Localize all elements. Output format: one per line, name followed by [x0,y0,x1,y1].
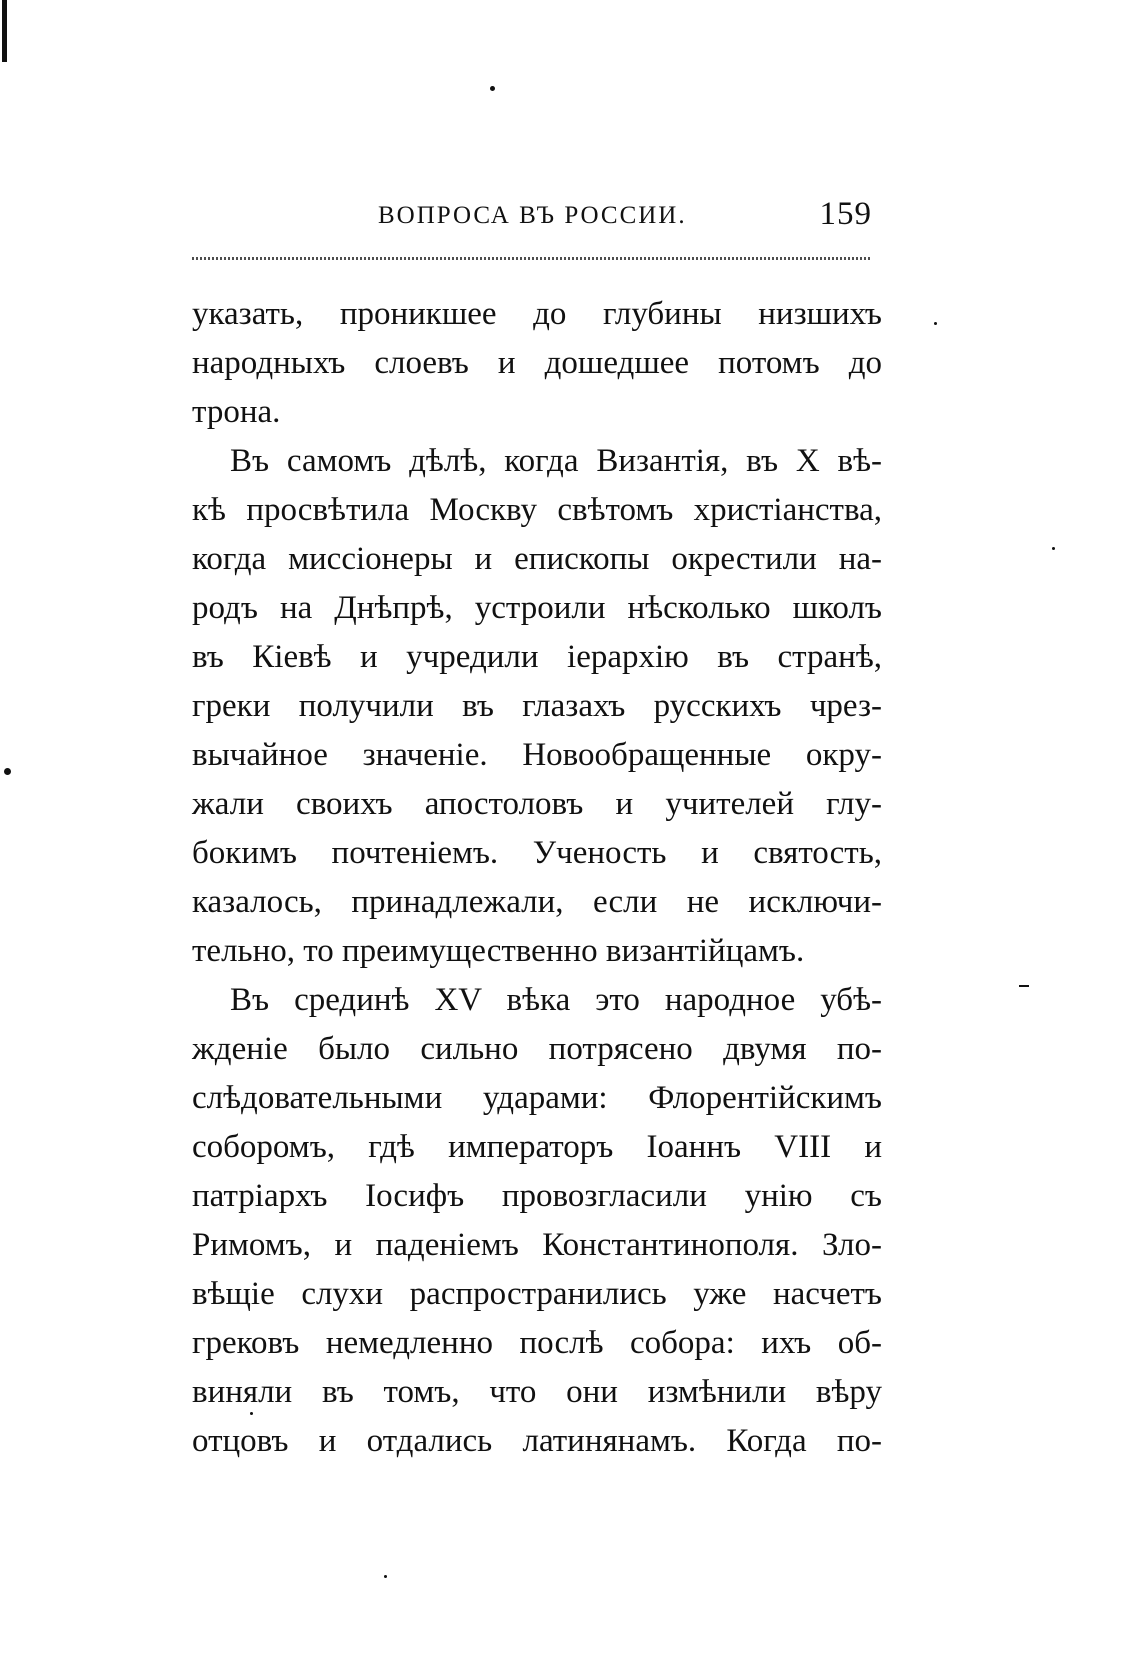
text-line: родъ на Днѣпрѣ, устроили нѣсколько школъ [192,590,882,626]
text-line: слѣдовательными ударами: Флорентійскимъ [192,1080,882,1116]
text-line: патріархъ Іосифъ провозгласили унію съ [192,1178,882,1214]
text-line: кѣ просвѣтила Москву свѣтомъ христіанства, [192,492,882,528]
text-line: Въ самомъ дѣлѣ, когда Византія, въ X вѣ- [230,443,882,479]
text-line: вычайное значеніе. Новообращенные окру- [192,737,882,773]
text-line: Въ срединѣ XV вѣка это народное убѣ- [230,982,882,1018]
page-number: 159 [819,196,872,232]
scan-speck [4,768,11,775]
scan-speck [384,1575,387,1578]
text-line: соборомъ, гдѣ императоръ Іоаннъ VIII и [192,1129,882,1165]
text-line: греки получили въ глазахъ русскихъ чрез- [192,688,882,724]
body-text [192,290,882,1466]
text-line: трона. [192,394,281,430]
text-line: жали своихъ апостоловъ и учителей глу- [192,786,882,822]
text-line: жденіе было сильно потрясено двумя по- [192,1031,882,1067]
page-header [192,196,872,240]
text-line: виняли въ томъ, что они измѣнили вѣру [192,1374,882,1410]
text-line: въ Кіевѣ и учредили іерархію въ странѣ, [192,639,882,675]
paragraph [192,290,882,437]
text-line: указать, проникшее до глубины низшихъ [192,296,882,332]
text-line: народныхъ слоевъ и дошедшее потомъ до [192,345,882,381]
running-head: ВОПРОСА ВЪ РОССИИ. [378,202,687,229]
text-line: тельно, то преимущественно византійцамъ. [192,933,805,969]
scan-edge-mark [1019,985,1029,987]
text-line: когда миссіонеры и епископы окрестили на- [192,541,882,577]
scan-speck [490,86,495,91]
header-rule [192,257,872,260]
text-line: Римомъ, и паденіемъ Константинополя. Зло- [192,1227,882,1263]
paragraph [192,437,882,976]
scan-edge-mark [2,0,7,62]
text-line: отцовъ и отдались латинянамъ. Когда по- [192,1423,882,1459]
text-line: бокимъ почтеніемъ. Ученость и святость, [192,835,882,871]
text-line: грековъ немедленно послѣ собора: ихъ об- [192,1325,882,1361]
scan-speck [934,322,937,325]
scan-speck [1052,547,1055,550]
text-line: вѣщіе слухи распространились уже насчетъ [192,1276,882,1312]
text-line: казалось, принадлежали, если не исключи- [192,884,882,920]
paragraph [192,976,882,1466]
